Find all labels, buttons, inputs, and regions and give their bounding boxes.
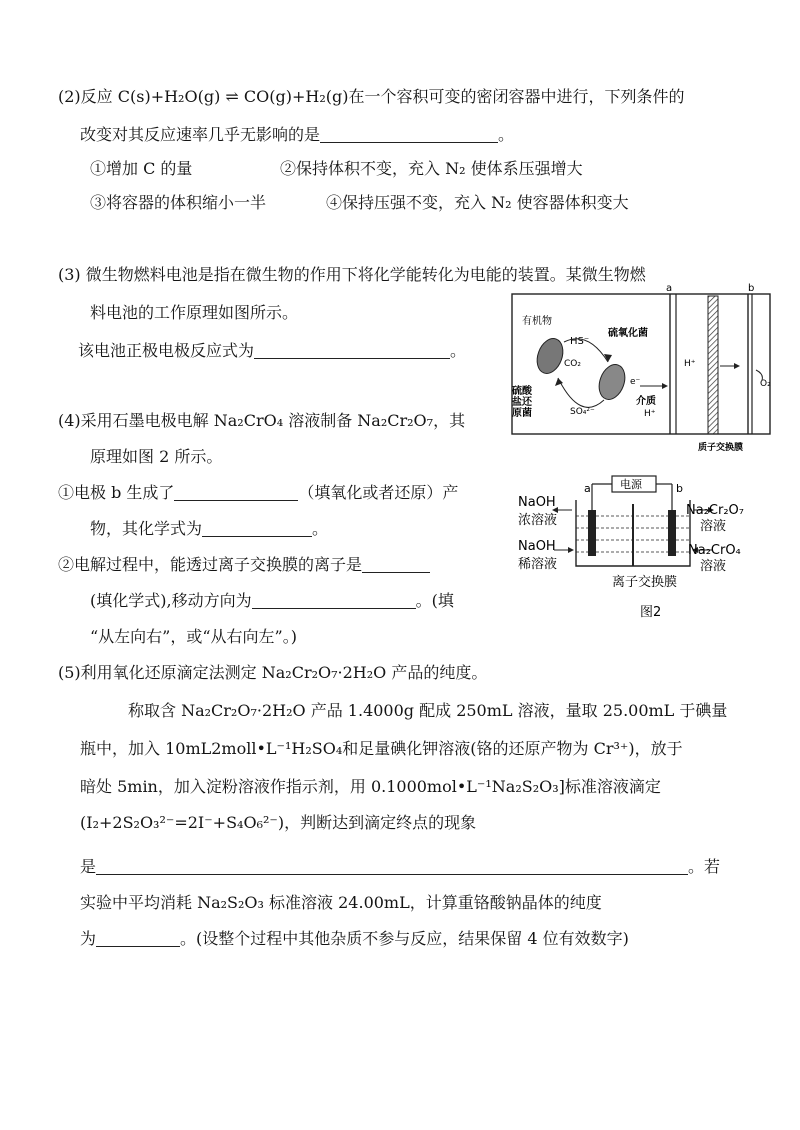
fuel-cell-diagram: [508, 282, 776, 458]
q4-sub1-line1: [58, 482, 458, 504]
q5-line6-pre: 是: [80, 857, 97, 876]
q2-option-4: ④保持压强不变，充入 N₂ 使容器体积变大: [326, 193, 629, 212]
q3-stem-line3: [78, 340, 466, 362]
q2-stem-text: 改变对其反应速率几乎无影响的是: [80, 125, 321, 144]
q2-option-3: ③将容器的体积缩小一半: [90, 193, 267, 212]
dichromate-label-1: Na₂Cr₂O₇: [686, 503, 744, 518]
hs-label: HS⁻: [570, 336, 590, 347]
electrode-a-label-fig2: a: [584, 482, 591, 495]
power-source-label: 电源: [620, 478, 642, 491]
chromate-label-1: Na₂CrO₄: [688, 543, 741, 558]
naoh-dil-label-2: 稀溶液: [518, 557, 558, 572]
q5-line6-end: 。若: [688, 857, 721, 876]
q5-line8-post: 。(设整个过程中其他杂质不参与反应，结果保留 4 位有效数字): [180, 929, 629, 948]
q4-sub2-line2: [90, 590, 454, 612]
q5-purity-blank[interactable]: [96, 930, 180, 947]
q3-answer-blank[interactable]: [254, 342, 450, 359]
q2-option-1: ①增加 C 的量: [90, 159, 193, 178]
h-plus-label-medium: H⁺: [644, 409, 656, 419]
q4-sub2-pre: ②电解过程中，能透过离子交换膜的离子是: [58, 555, 363, 574]
q4-sub2-line3: “从左向右”，或“从右向左”。): [90, 627, 297, 646]
chromate-label-2: 溶液: [700, 559, 727, 574]
membrane-caption: 质子交换膜: [698, 443, 744, 453]
q2-answer-blank[interactable]: [320, 126, 498, 143]
sulfate-bacteria-label-2: 盐还: [512, 397, 532, 408]
q4-stem-line2: 原理如图 2 所示。: [90, 447, 223, 466]
q4-sub2-blank-1[interactable]: [362, 556, 430, 573]
q5-stem-line4: 暗处 5min，加入淀粉溶液作指示剂，用 0.1000mol•L⁻¹Na₂S₂O₃]标准溶液滴定: [80, 777, 661, 796]
q4-sub2-blank-2[interactable]: [252, 592, 416, 609]
figure-2-caption: 图2: [640, 605, 662, 620]
o2-label: O₂: [760, 379, 771, 389]
electrolysis-diagram: [514, 470, 766, 630]
q5-stem-line2: 称取含 Na₂Cr₂O₇·2H₂O 产品 1.4000g 配成 250mL 溶液，量取 25.00mL 于碘量: [128, 701, 728, 720]
sulfate-bacteria-label-1: 硫酸: [512, 386, 532, 397]
electrode-b-label-fig2: b: [676, 482, 683, 495]
q4-stem-line1: (4)采用石墨电极电解 Na₂CrO₄ 溶液制备 Na₂Cr₂O₇，其: [58, 411, 466, 430]
medium-label: 介质: [636, 396, 656, 407]
dichromate-label-2: 溶液: [700, 519, 727, 534]
q5-endpoint-blank[interactable]: [96, 858, 688, 875]
q4-sub1-post: （填氧化或者还原）产: [298, 483, 459, 502]
membrane-label-fig2: 离子交换膜: [612, 575, 678, 590]
sulfate-bacteria-label-3: 原菌: [512, 408, 532, 419]
q5-stem-line3: 瓶中，加入 10mL2moll•L⁻¹H₂SO₄和足量碘化钾溶液(铬的还原产物为 Cr³⁺)，放于: [80, 739, 683, 758]
q5-stem-line6: [80, 856, 720, 878]
q5-stem-line5: (I₂+2S₂O₃²⁻=2I⁻+S₄O₆²⁻)，判断达到滴定终点的现象: [80, 813, 477, 832]
q4-sub1-line2: [90, 518, 328, 540]
q4-sub1-pre: ①电极 b 生成了: [58, 483, 175, 502]
q5-line8-pre: 为: [80, 929, 97, 948]
electron-label: e⁻: [630, 377, 641, 387]
q2-option-2: ②保持体积不变，充入 N₂ 使体系压强增大: [280, 159, 583, 178]
q4-sub2-line2-end: 。(填: [415, 591, 454, 610]
h-plus-label-membrane: H⁺: [684, 359, 696, 369]
q3-stem-end: 。: [450, 341, 467, 360]
q4-sub2-line1: [58, 554, 430, 576]
q5-stem-line1: (5)利用氧化还原滴定法测定 Na₂Cr₂O₇·2H₂O 产品的纯度。: [58, 663, 488, 682]
q5-stem-line8: [80, 928, 629, 950]
q5-stem-line7: 实验中平均消耗 Na₂S₂O₃ 标准溶液 24.00mL，计算重铬酸钠晶体的纯度: [80, 893, 602, 912]
sulfate-ion-label: SO₄²⁻: [570, 407, 595, 417]
naoh-conc-label-1: NaOH: [518, 495, 556, 510]
organic-matter-label: 有机物: [522, 316, 552, 327]
q2-stem-line1: (2)反应 C(s)+H₂O(g) ⇌ CO(g)+H₂(g)在一个容积可变的密闭容器中进行，下列条件的: [58, 87, 685, 106]
sulfur-bacteria-label: 硫氧化菌: [608, 328, 648, 339]
proton-membrane: [708, 296, 718, 434]
naoh-conc-label-2: 浓溶液: [518, 513, 558, 528]
q3-stem-text: 该电池正极电极反应式为: [78, 341, 255, 360]
electrode-b-rod: [668, 510, 676, 556]
q2-stem-line2: [80, 124, 514, 146]
co2-label: CO₂: [564, 359, 581, 369]
sulfur-oxidizing-bacteria: [595, 361, 630, 403]
electrode-a-rod: [588, 510, 596, 556]
q3-stem-line1: (3) 微生物燃料电池是指在微生物的作用下将化学能转化为电能的装置。某微生物燃: [58, 265, 646, 284]
q4-sub1-blank-2[interactable]: [202, 520, 312, 537]
q4-sub1-line2-end: 。: [312, 519, 329, 538]
q3-stem-line2: 料电池的工作原理如图所示。: [90, 303, 299, 322]
q4-sub2-line2-pre: (填化学式),移动方向为: [90, 591, 252, 610]
q2-stem-end: 。: [498, 125, 515, 144]
electrode-b-label: b: [748, 283, 755, 294]
q4-sub1-blank-1[interactable]: [174, 484, 298, 501]
sulfate-reducing-bacteria: [533, 335, 568, 377]
naoh-dil-label-1: NaOH: [518, 539, 556, 554]
electrode-a-label: a: [666, 283, 673, 294]
q4-sub1-line2-pre: 物，其化学式为: [90, 519, 203, 538]
